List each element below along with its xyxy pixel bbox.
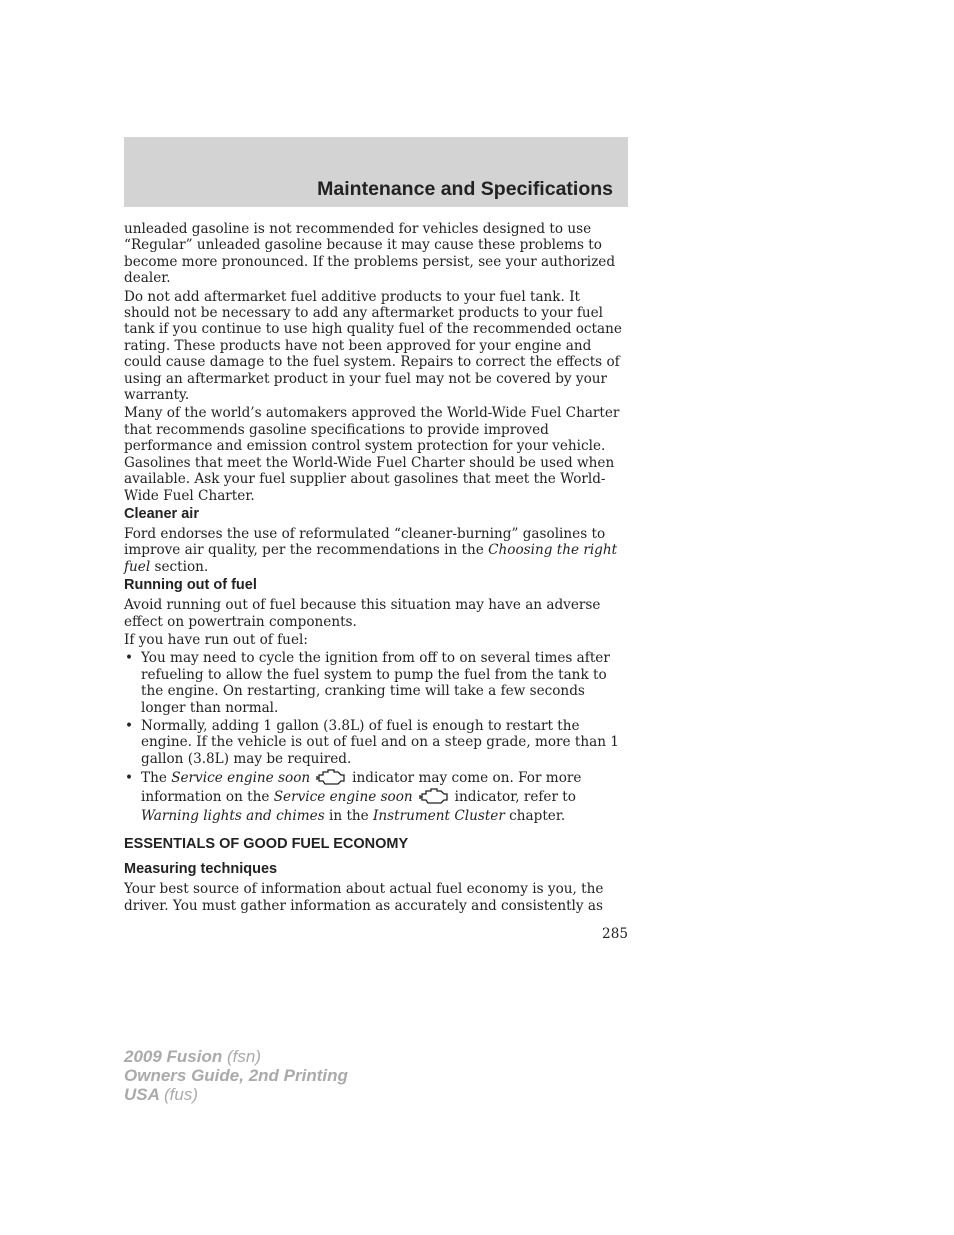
section-header-band (124, 137, 628, 207)
bullet-dot: • (125, 650, 134, 667)
list-item: • Normally, adding 1 gallon (3.8L) of fuel is enough to restart the engine. If the vehicle is out of fuel and on a steep grade, more than 1 gallon (3.8L) may be required. (125, 717, 619, 767)
heading-essentials: ESSENTIALS OF GOOD FUEL ECONOMY (124, 836, 409, 853)
paragraph-cleaner-air: Ford endorses the use of reformulated “cleaner-burning” gasolines to improve air quality, per the recommendations in the Choosing the right fuel section. (124, 525, 618, 575)
section-title: Maintenance and Specifications (317, 178, 613, 200)
bullet-dot: • (125, 717, 134, 734)
paragraph-measuring: Your best source of information about actual fuel economy is you, the driver. You must gather information as accurately and consistently as (124, 881, 604, 914)
heading-cleaner-air: Cleaner air (124, 505, 199, 522)
footer-edition (124, 1047, 348, 1104)
page-body (124, 221, 628, 916)
paragraph-fuel-additives: Do not add aftermarket fuel additive products to your fuel tank. It should not be necessary to add any aftermarket products to your fuel tank if you continue to use high quality fuel of the recommended octane rating. These products have not been approved for your engine and could cause damage to the fuel system. Repairs to correct the effects of using an aftermarket product in your fuel may not be covered by your warranty. (124, 288, 622, 404)
bullet-dot: • (125, 770, 134, 787)
paragraph-running-out: Avoid running out of fuel because this situation may have an adverse effect on powertrain components. (124, 597, 601, 630)
check-engine-icon (419, 788, 449, 804)
list-item: • You may need to cycle the ignition from off to on several times after refueling to allow the fuel system to pump the fuel from the tank to the engine. On restarting, cranking time will take a few seconds longer than normal. (125, 650, 610, 716)
bullet-list (124, 650, 628, 826)
check-engine-icon (316, 769, 346, 785)
heading-running-out: Running out of fuel (124, 577, 257, 594)
footer-line-model: 2009 Fusion (fsn) (124, 1047, 261, 1066)
paragraph-regular-gasoline: unleaded gasoline is not recommended for vehicles designed to use “Regular” unleaded gasoline because it may cause these problems to become more pronounced. If the problems persist, see your authorized dealer. (124, 221, 616, 287)
paragraph-if-run-out: If you have run out of fuel: (124, 631, 308, 648)
footer-line-region: USA (fus) (124, 1085, 198, 1104)
heading-measuring-techniques: Measuring techniques (124, 861, 278, 878)
footer-line-guide: Owners Guide, 2nd Printing (124, 1066, 348, 1085)
page-number: 285 (602, 926, 628, 942)
list-item: • The Service engine soon indicator may come on. For more information on the Service engine soon indicator, refer to Warning lights and chimes in the Instrument Cluster chapter. (125, 770, 582, 825)
link-choosing-fuel: Choosing the right fuel (124, 542, 618, 575)
paragraph-fuel-charter: Many of the world’s automakers approved the World-Wide Fuel Charter that recommends gasoline specifications to provide improved performance and emission control system protection for your vehicle. Gasolines that meet the World-Wide Fuel Charter should be used when available. Ask your fuel supplier about gasolines that meet the World-Wide Fuel Charter. (124, 405, 620, 504)
